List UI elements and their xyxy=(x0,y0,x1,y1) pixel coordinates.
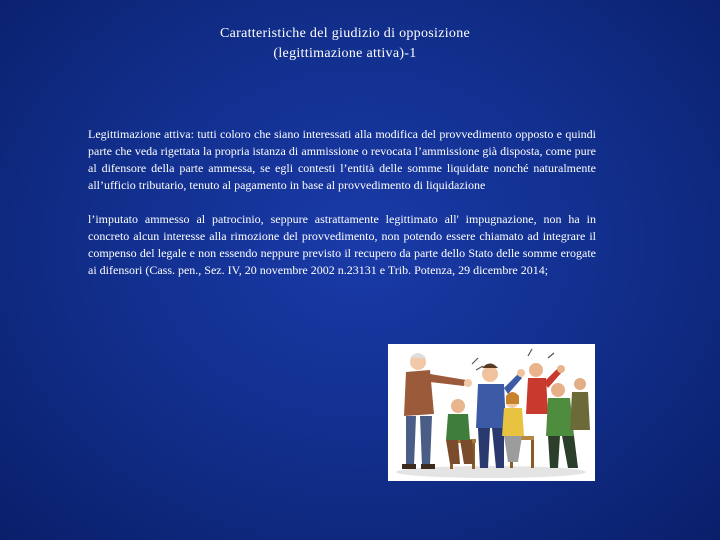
arguing-crowd-icon xyxy=(388,344,595,481)
slide-title-line2: (legittimazione attiva)-1 xyxy=(273,46,417,61)
arguing-crowd-illustration xyxy=(388,344,595,481)
slide-title-line1: Caratteristiche del giudizio di opposizione xyxy=(219,26,471,41)
slide-title xyxy=(150,24,540,64)
slide-body xyxy=(88,126,596,279)
paragraph-imputato: l’imputato ammesso al patrocinio, seppure astrattamente legittimato all' impugnazione, non ha in concreto alcun interesse alla rimozione del provvedimento, non potendo essere chiamato ad integrare il compenso del legale e non essendo neppure previsto il recupero da parte dello Stato delle somme erogate ai difensori (Cass. pen., Sez. IV, 20 novembre 2002 n.23131 e Trib. Potenza, 29 dicembre 2014; xyxy=(88,212,596,277)
paragraph-legittimazione: Legittimazione attiva: tutti coloro che siano interessati alla modifica del provvedimento opposto e quindi parte che veda rigettata la propria istanza di ammissione o revocata l’ammissione già disposta, come pure al difensore della parte ammessa, se egli contesti l’entità delle somme liquidate nonché naturalmente all’ufficio tributario, tenuto al pagamento in base al provvedimento di liquidazione xyxy=(88,127,596,192)
